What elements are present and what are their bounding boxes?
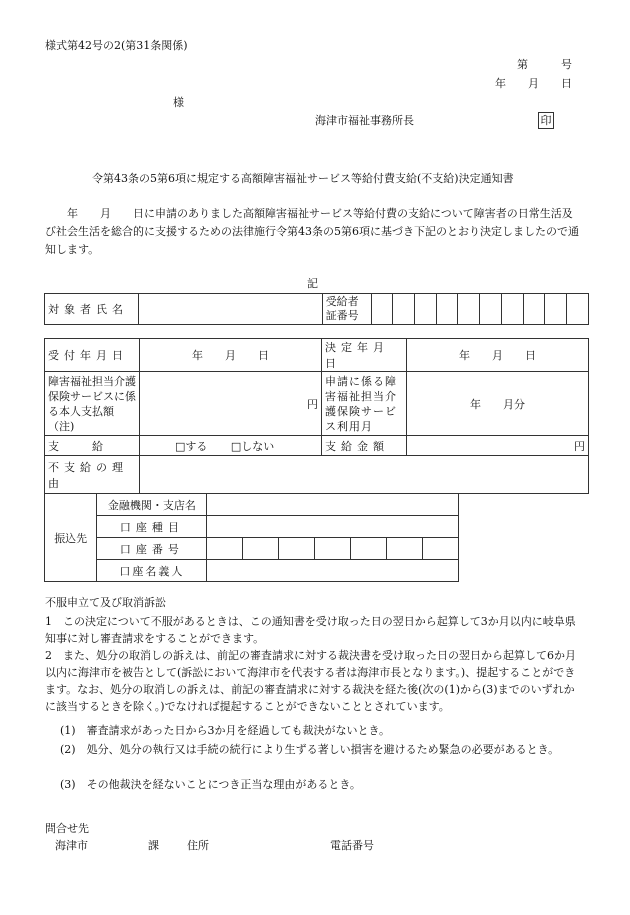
non-payment-reason-value[interactable] <box>140 456 589 494</box>
appeal-sub-3: (3) その他裁決を経ないことにつき正当な理由があるとき。 <box>60 778 361 791</box>
account-number-digit[interactable] <box>207 538 243 560</box>
payment-yes-checkbox[interactable]: □する <box>175 439 208 453</box>
recipient-no-digit[interactable] <box>415 294 437 325</box>
contact-heading: 問合せ先 <box>45 822 89 835</box>
payment-amount-label: 支給金額 <box>322 436 407 456</box>
received-date-value[interactable]: 年 月 日 <box>140 339 322 372</box>
ki-label: 記 <box>307 277 318 290</box>
recipient-no-digit[interactable] <box>436 294 458 325</box>
decision-table <box>44 338 589 494</box>
appeal-heading: 不服申立て及び取消訴訟 <box>45 596 166 609</box>
non-payment-reason-label: 不支給の理由 <box>45 456 140 494</box>
recipient-no-digit[interactable] <box>523 294 545 325</box>
self-pay-value[interactable] <box>140 372 322 436</box>
document-number: 第 号 <box>517 58 572 71</box>
bank-table <box>44 493 459 582</box>
account-holder-label: 口座名義人 <box>97 560 207 582</box>
account-number-digit[interactable] <box>387 538 423 560</box>
account-type-value[interactable] <box>207 516 459 538</box>
target-name-label: 対象者氏名 <box>45 294 139 325</box>
bank-name-label: 金融機関・支店名 <box>97 494 207 516</box>
bank-name-value[interactable] <box>207 494 459 516</box>
recipient-no-digit[interactable] <box>458 294 480 325</box>
account-number-digit[interactable] <box>423 538 459 560</box>
account-number-digit[interactable] <box>351 538 387 560</box>
recipient-no-label: 受給者 証番号 <box>322 294 371 325</box>
recipient-no-digit[interactable] <box>480 294 502 325</box>
account-number-digit[interactable] <box>279 538 315 560</box>
appeal-item-1: 1 この決定について不服があるときは、この通知書を受け取った日の翌日から起算して3か月以内に岐阜県知事に対し審査請求をすることができます。 <box>45 615 576 645</box>
service-month-label: 申請に係る障害福祉担当介護保険サービス利用月 <box>322 372 407 436</box>
payment-options <box>140 436 322 456</box>
appeal-item-2: 2 また、処分の取消しの訴えは、前記の審査請求に対する裁決書を受け取った日の翌日から起算して6か月以内に海津市を被告として(訴訟において海津市を代表する者は海津市長となります。)、提起することができます。なお、処分の取消しの訴えは、前記の審査請求に対する裁決を経た後(次の(1)から(3)までのいずれかに該当するときを除く。)でなければ提起することができないこととされています。 <box>45 649 576 713</box>
recipient-no-digit[interactable] <box>371 294 393 325</box>
seal-icon: 印 <box>538 112 554 129</box>
payment-no-checkbox[interactable]: □しない <box>230 439 275 453</box>
appeal-sub-2: (2) 処分、処分の執行又は手続の続行により生ずる著しい損害を避けるため緊急の必要があるとき。 <box>60 743 560 756</box>
contact-address: 住所 <box>187 839 209 852</box>
form-number: 様式第42号の2(第31条関係) <box>45 39 188 52</box>
recipient-no-digit[interactable] <box>501 294 523 325</box>
account-number-digit[interactable] <box>243 538 279 560</box>
recipient-no-digit[interactable] <box>545 294 567 325</box>
document-title: 令第43条の5第6項に規定する高額障害福祉サービス等給付費支給(不支給)決定通知書 <box>92 172 514 185</box>
yen-unit: 円 <box>574 439 585 453</box>
bank-section-label: 振込先 <box>45 494 97 582</box>
self-pay-label: 障害福祉担当介護保険サービスに係る本人支払額（注) <box>45 372 140 436</box>
body-text: 年 月 日に申請のありました高額障害福祉サービス等給付費の支給について障害者の日常生活及び社会生活を総合的に支援するための法律施行令第43条の5第6項に基づき下記のとおり決定しましたので通知します。 <box>45 207 579 256</box>
target-table <box>44 293 589 325</box>
contact-section: 課 <box>148 839 159 852</box>
yen-unit: 円 <box>307 397 318 411</box>
issuer: 海津市福祉事務所長 <box>315 114 414 127</box>
recipient-no-digit[interactable] <box>567 294 589 325</box>
decided-date-value[interactable]: 年 月 日 <box>407 339 589 372</box>
account-type-label: 口座種目 <box>97 516 207 538</box>
contact-phone: 電話番号 <box>330 839 374 852</box>
decided-date-label: 決定年月日 <box>322 339 407 372</box>
target-name-value[interactable] <box>138 294 322 325</box>
received-date-label: 受付年月日 <box>45 339 140 372</box>
recipient-no-digit[interactable] <box>393 294 415 325</box>
account-holder-value[interactable] <box>207 560 459 582</box>
contact-city: 海津市 <box>55 839 88 852</box>
addressee-suffix: 様 <box>173 96 184 109</box>
account-number-digit[interactable] <box>315 538 351 560</box>
appeal-sub-1: (1) 審査請求があった日から3か月を経過しても裁決がないとき。 <box>60 724 391 737</box>
account-number-label: 口座番号 <box>97 538 207 560</box>
service-month-value[interactable]: 年 月分 <box>407 372 589 436</box>
payment-label: 支 給 <box>45 436 140 456</box>
seal-mark <box>538 112 554 129</box>
payment-amount-value[interactable] <box>407 436 589 456</box>
issue-date: 年 月 日 <box>495 77 572 90</box>
